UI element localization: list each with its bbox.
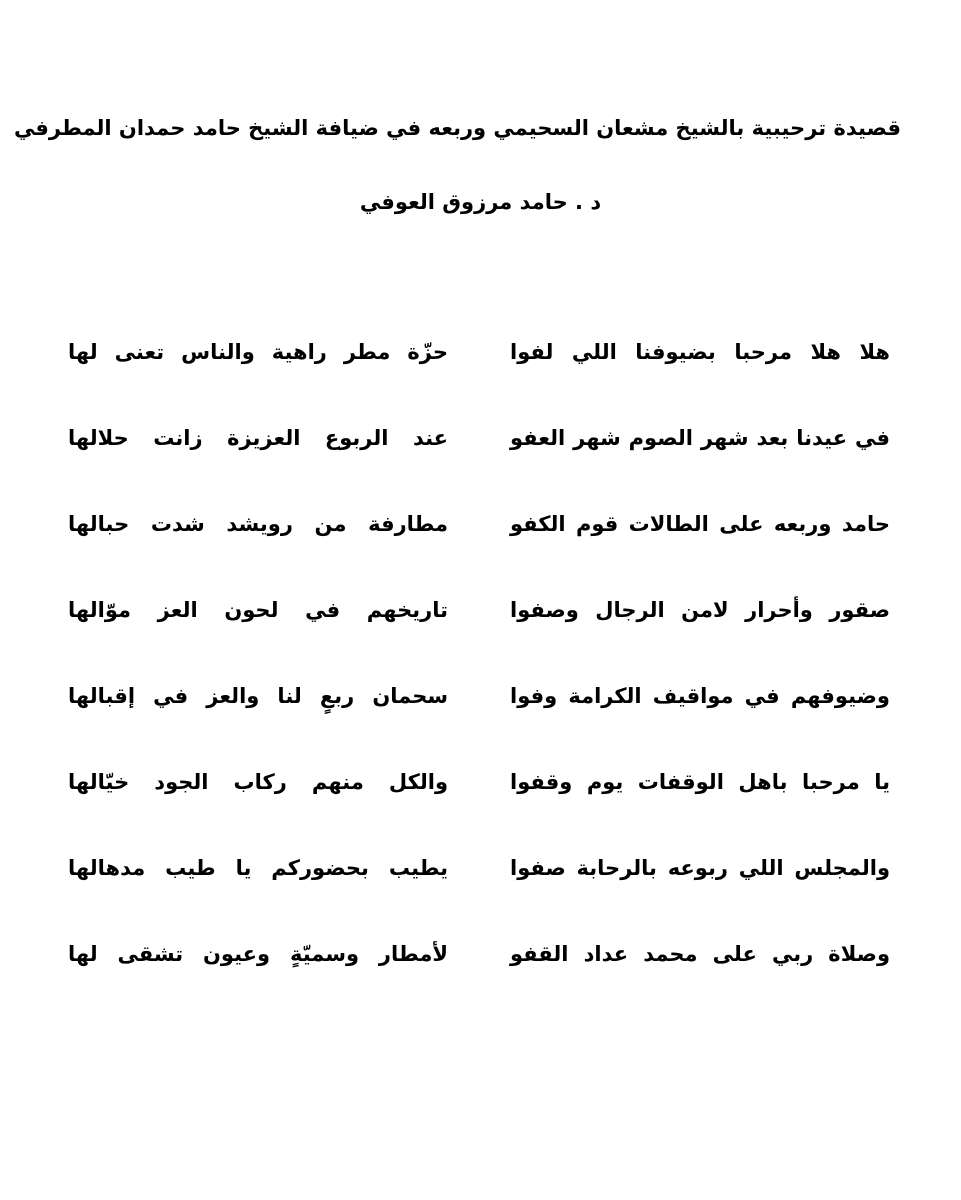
verse-first-hemistich: يا مرحبا باهل الوقفات يوم وقفوا [510, 770, 890, 794]
verse-second-hemistich: لأمطار وسميّةٍ وعيون تشقى لها [68, 942, 448, 966]
verse [68, 330, 890, 416]
verse-first-hemistich: حامد وربعه على الطالات قوم الكفو [510, 512, 890, 536]
verse-first-hemistich: وضيوفهم في مواقيف الكرامة وفوا [510, 684, 890, 708]
verse-second-hemistich: والكل منهم ركاب الجود خيّالها [68, 770, 448, 794]
verse [68, 588, 890, 674]
verse [68, 846, 890, 932]
verse-second-hemistich: عند الربوع العزيزة زانت حلالها [68, 426, 448, 450]
verse [68, 502, 890, 588]
verse-first-hemistich: وصلاة ربي على محمد عداد القفو [510, 942, 890, 966]
verse-second-hemistich: يطيب بحضوركم يا طيب مدهالها [68, 856, 448, 880]
verse-second-hemistich: سحمان ربعٍ لنا والعز في إقبالها [68, 684, 448, 708]
verse [68, 932, 890, 1018]
verse [68, 416, 890, 502]
verse [68, 760, 890, 846]
verse-first-hemistich: والمجلس اللي ربوعه بالرحابة صفوا [510, 856, 890, 880]
verse-second-hemistich: مطارفة من رويشد شدت حبالها [68, 512, 448, 536]
verse-first-hemistich: صقور وأحرار لامن الرجال وصفوا [510, 598, 890, 622]
verse [68, 674, 890, 760]
verse-first-hemistich: هلا هلا مرحبا بضيوفنا اللي لفوا [510, 340, 890, 364]
poem-title: قصيدة ترحيبية بالشيخ مشعان السحيمي وربعه في ضيافة الشيخ حامد حمدان المطرفي [13, 116, 901, 140]
verse-second-hemistich: حزّة مطر راهية والناس تعنى لها [68, 340, 448, 364]
poem-author: د . حامد مرزوق العوفي [359, 190, 602, 214]
verse-first-hemistich: في عيدنا بعد شهر الصوم شهر العفو [510, 426, 890, 450]
poem-body [68, 330, 890, 1018]
verse-second-hemistich: تاريخهم في لحون العز موّالها [68, 598, 448, 622]
